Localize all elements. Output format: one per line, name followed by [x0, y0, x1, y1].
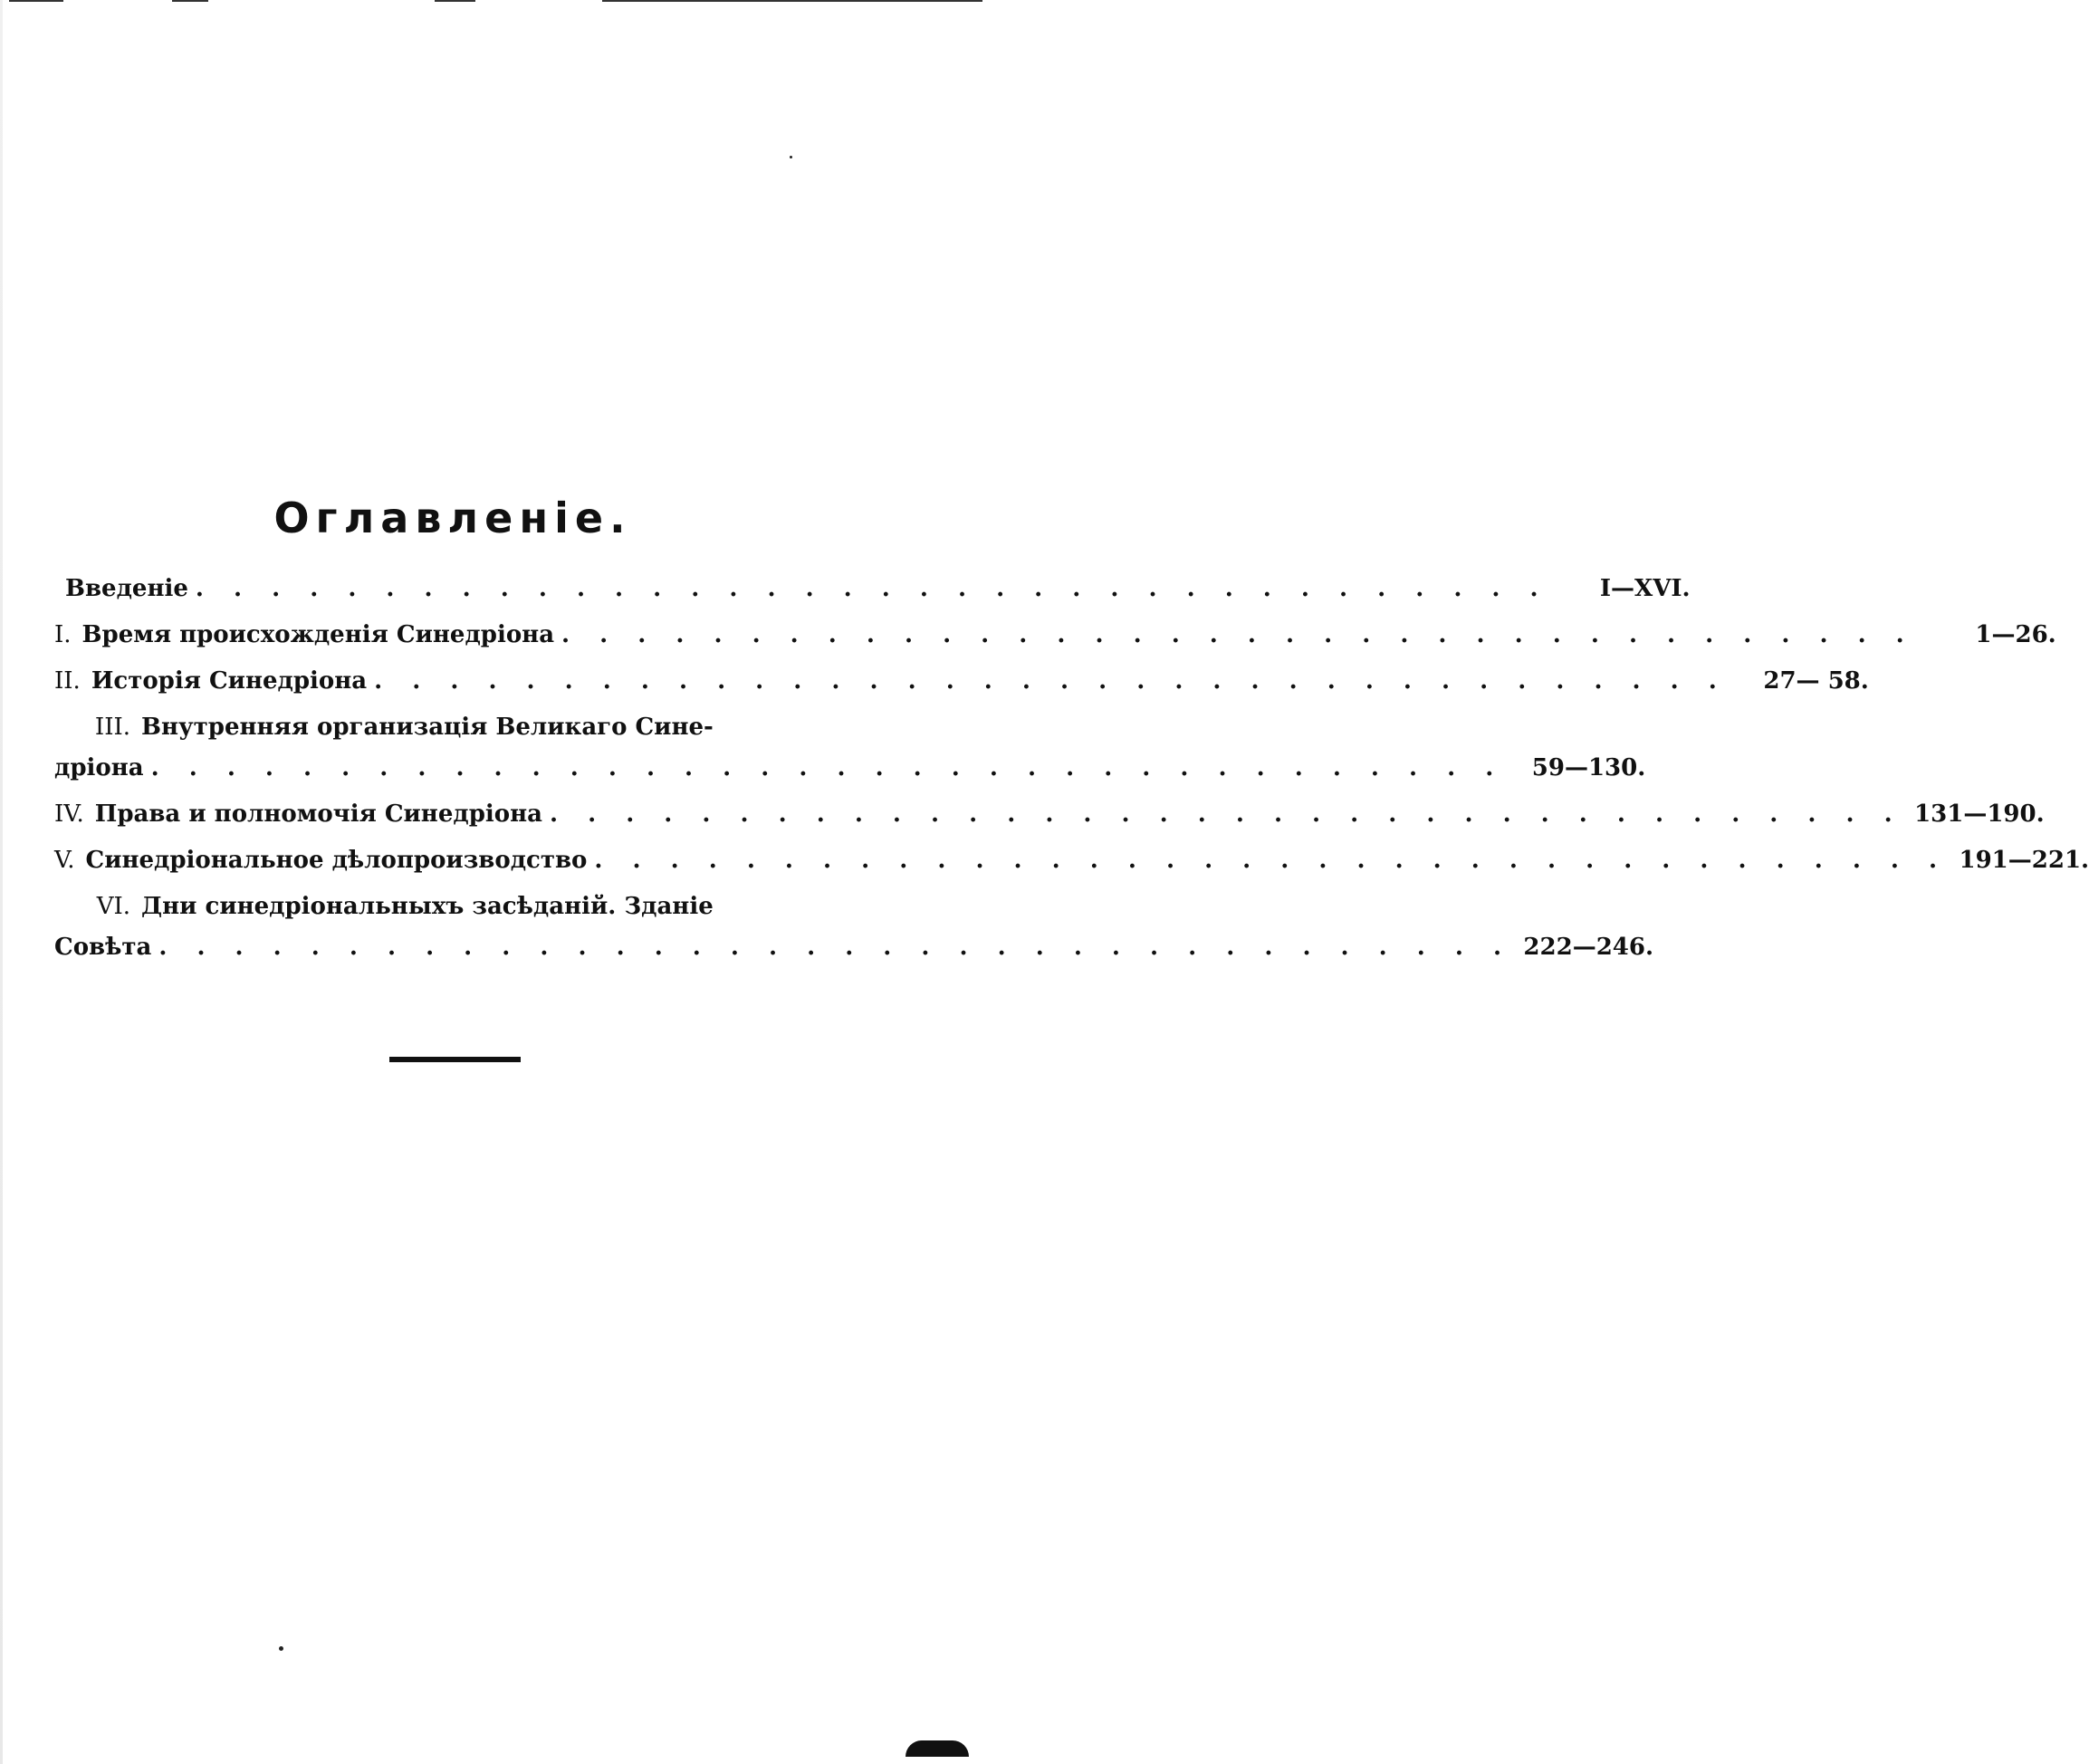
toc-entry	[54, 887, 1654, 968]
scan-mark-top	[172, 0, 208, 2]
dot-leader: . . . . . . . . . . . . . . . . . . . . . . . . . . . . . . . . . . . .	[150, 754, 1505, 781]
scan-mark-top	[435, 0, 475, 2]
toc-entry	[54, 794, 2045, 835]
toc-entry-pages: 59—130.	[1531, 754, 1646, 781]
toc-entry-title-line2: дріона	[54, 754, 144, 781]
toc-entry-number: VI.	[96, 893, 130, 920]
toc-entry-pages: 27— 58.	[1763, 667, 1869, 695]
toc-entry-number: I.	[54, 621, 72, 648]
toc-entry-title: Права и полномочія Синедріона	[94, 801, 542, 828]
toc-entry	[54, 569, 1691, 609]
toc-entry-number: III.	[94, 714, 130, 741]
toc-entry-number: V.	[54, 847, 75, 874]
scan-mark-top	[9, 0, 63, 2]
table-of-contents	[54, 569, 2089, 973]
toc-entry-pages: 131—190.	[1914, 801, 2045, 828]
toc-entry-pages: 1—26.	[1975, 621, 2056, 648]
section-divider	[389, 1057, 521, 1062]
toc-entry-pages: 222—246.	[1523, 934, 1654, 961]
toc-entry-title: Время происхожденія Синедріона	[81, 621, 555, 648]
toc-entry-number: II.	[54, 667, 81, 695]
ink-speck	[279, 1646, 283, 1651]
toc-entry-title-line1: Дни синедріональныхъ засѣданій. Зданіе	[141, 893, 714, 920]
dot-leader: . . . . . . . . . . . . . . . . . . . . . . . . . . . . . . . . . . . .	[594, 847, 1949, 874]
dot-leader: . . . . . . . . . . . . . . . . . . . . . . . . . . . . . . . . . . . .	[561, 621, 1915, 648]
toc-entry-pages: 191—221.	[1959, 847, 2089, 874]
page-edge	[0, 0, 3, 1764]
ink-speck	[790, 156, 792, 158]
toc-entry-title-line1: Внутренняя организація Великаго Сине-	[141, 714, 714, 741]
dot-leader: . . . . . . . . . . . . . . . . . . . . . . . . . . . . . . . . . . . .	[374, 667, 1728, 695]
dot-leader: . . . . . . . . . . . . . . . . . . . . . . . . . . . . . . . . . . . .	[195, 575, 1549, 602]
toc-entry-title-line2: Совѣта	[54, 934, 152, 961]
dot-leader: . . . . . . . . . . . . . . . . . . . . . . . . . . . . . . . . . . . .	[549, 801, 1903, 828]
toc-entry-pages: I—XVI.	[1599, 575, 1691, 602]
toc-entry	[54, 840, 2089, 881]
toc-entry-number: IV.	[54, 801, 84, 828]
toc-entry	[54, 615, 2056, 656]
scan-corner-mark	[906, 1740, 969, 1757]
toc-entry-title: Введеніе	[65, 575, 188, 602]
toc-entry-title: Синедріональное дѣлопроизводство	[85, 847, 588, 874]
toc-entry-title: Исторія Синедріона	[91, 667, 368, 695]
dot-leader: . . . . . . . . . . . . . . . . . . . . . . . . . . . . . . . . . . . .	[158, 934, 1513, 961]
scan-mark-top	[602, 0, 982, 2]
toc-entry	[54, 707, 1646, 789]
toc-entry	[54, 661, 1869, 702]
page-title: Оглавленіе.	[273, 494, 632, 542]
